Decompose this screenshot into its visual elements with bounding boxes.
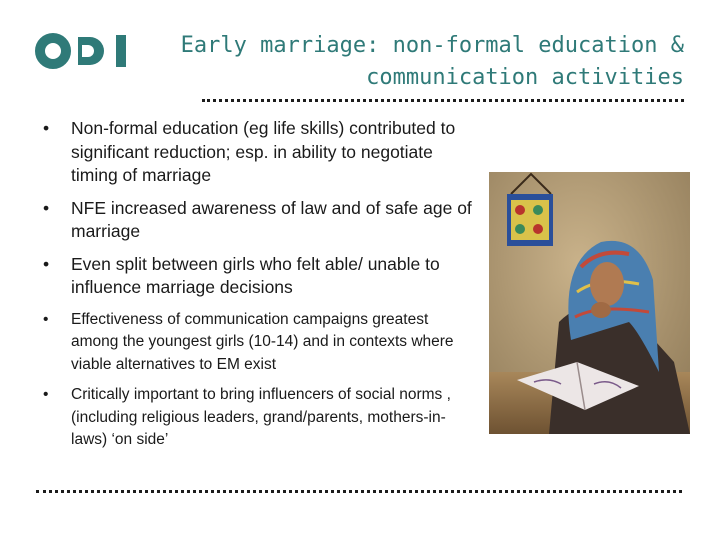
odi-logo (32, 28, 132, 72)
slide-title (124, 30, 684, 94)
footer-divider (36, 490, 682, 493)
bullet-item: • NFE increased awareness of law and of safe age of marriage (40, 197, 472, 244)
title-line-2: communication activities (366, 65, 684, 90)
bullet-item: • Effectiveness of communication campaigns greatest among the youngest girls (10-14) and in contexts where viable alternatives to EM exist (40, 309, 472, 377)
bullet-item: • Critically important to bring influencers of social norms , (including religious leaders, grand/parents, mothers-in-laws) ‘on side’ (40, 384, 472, 452)
bullet-item: • Even split between girls who felt able/ unable to influence marriage decisions (40, 253, 472, 300)
bullet-list (40, 117, 472, 460)
title-line-1: Early marriage: non-formal education & (180, 33, 684, 58)
photo-girl-reading (489, 172, 690, 434)
title-divider (202, 99, 684, 102)
bullet-item: • Non-formal education (eg life skills) contributed to significant reduction; esp. in ability to negotiate timing of marriage (40, 117, 472, 188)
